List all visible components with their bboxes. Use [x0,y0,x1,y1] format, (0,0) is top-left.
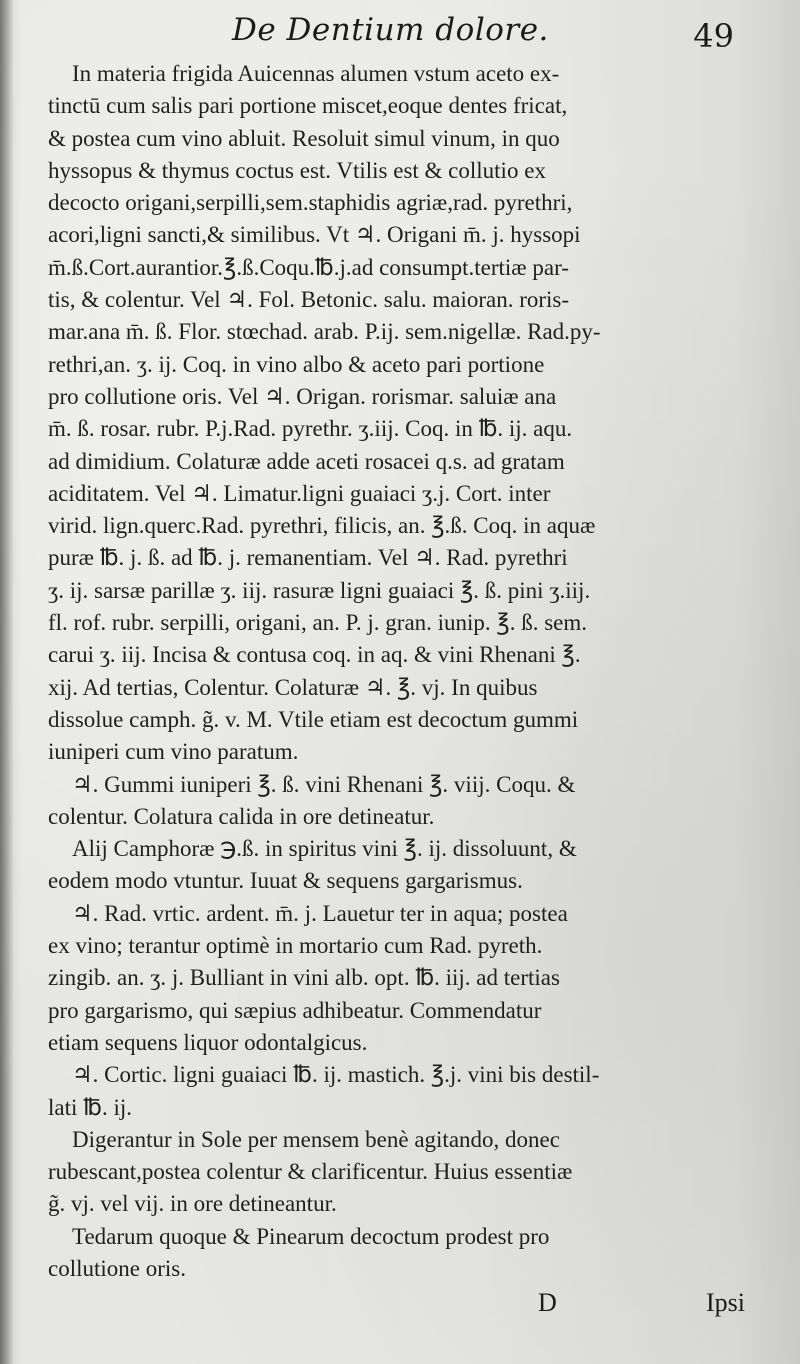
text-line-16: puræ ℔. j. ß. ad ℔. j. remanentiam. Vel ♃. Rad. pyrethri [48,545,568,571]
text-line-10: rethri,an. ʒ. ij. Coq. in vino albo & aceto pari portione [48,351,545,377]
signature-mark: D [538,1288,557,1317]
text-line-25: Alij Camphoræ ℈.ß. in spiritus vini ℥. ij. dissoluunt, & [72,836,577,862]
text-line-14: aciditatem. Vel ♃. Limatur.ligni guaiaci ʒ.j. Cort. inter [48,480,551,506]
text-line-2: tinctū cum salis pari portione miscet,eoque dentes fricat, [48,93,568,119]
text-line-11: pro collutione oris. Vel ♃. Origan. rorismar. saluiæ ana [48,383,557,409]
text-line-20: xij. Ad tertias, Colentur. Colaturæ ♃. ℥. vj. In quibus [48,674,538,700]
text-line-28: ex vino; terantur optimè in mortario cum Rad. pyreth. [48,933,543,959]
text-line-31: etiam sequens liquor odontalgicus. [48,1029,368,1055]
text-line-1: In materia frigida Auicennas alumen vstum aceto ex- [72,61,560,86]
text-line-23: ♃. Gummi iuniperi ℥. ß. vini Rhenani ℥. viij. Coqu. & [72,771,576,797]
text-line-26: eodem modo vtuntur. Iuuat & sequens gargarismus. [48,868,523,894]
catchword: Ipsi [706,1288,745,1317]
text-line-13: ad dimidium. Colaturæ adde aceti rosacei q.s. ad gratam [48,448,565,474]
text-block [48,58,748,1285]
text-line-37: Tedarum quoque & Pinearum decoctum prodest pro [72,1223,550,1249]
text-line-36: g̃. vj. vel vij. in ore detineantur. [48,1191,337,1217]
text-line-17: ʒ. ij. sarsæ parillæ ʒ. iij. rasuræ ligni guaiaci ℥. ß. pini ʒ.iij. [48,577,591,603]
page-number: 49 [693,17,734,55]
text-line-6: acori,ligni sancti,& similibus. Vt ♃. Origani m̄. j. hyssopi [48,222,581,248]
text-line-5: decocto origani,serpilli,sem.staphidis agriæ,rad. pyrethri, [48,190,573,216]
text-line-32: ♃. Cortic. ligni guaiaci ℔. ij. mastich. ℥.j. vini bis destil- [72,1062,600,1088]
text-line-24: colentur. Colatura calida in ore detineatur. [48,803,435,829]
page-footer [0,1288,800,1328]
running-head: De Dentium dolore. [232,12,549,48]
text-line-30: pro gargarismo, qui sæpius adhibeatur. Commendatur [48,997,542,1023]
text-line-27: ♃. Rad. vrtic. ardent. m̄. j. Lauetur ter in aqua; postea [72,900,568,926]
text-line-7: m̄.ß.Cort.aurantior.℥.ß.Coqu.℔.j.ad consumpt.tertiæ par- [48,254,569,280]
text-line-35: rubescant,postea colentur & clarificentur. Huius essentiæ [48,1159,573,1185]
text-line-9: mar.ana m̄. ß. Flor. stœchad. arab. P.ij. sem.nigellæ. Rad.py- [48,319,601,345]
text-line-21: dissolue camph. g̃. v. M. Vtile etiam est decoctum gummi [48,706,579,732]
text-line-33: lati ℔. ij. [48,1094,132,1120]
text-line-29: zingib. an. ʒ. j. Bulliant in vini alb. opt. ℔. iij. ad tertias [48,965,560,991]
text-line-34: Digerantur in Sole per mensem benè agitando, donec [72,1126,560,1152]
text-line-22: iuniperi cum vino paratum. [48,739,299,765]
text-line-3: & postea cum vino abluit. Resoluit simul vinum, in quo [48,125,560,151]
text-line-19: carui ʒ. iij. Incisa & contusa coq. in aq. & vini Rhenani ℥. [48,642,581,668]
text-line-8: tis, & colentur. Vel ♃. Fol. Betonic. salu. maioran. roris- [48,287,570,313]
text-line-38: collutione oris. [48,1255,186,1281]
text-line-18: fl. rof. rubr. serpilli, origani, an. P. j. gran. iunip. ℥. ß. sem. [48,610,588,636]
text-line-12: m̄. ß. rosar. rubr. P.j.Rad. pyrethr. ʒ.iij. Coq. in ℔. ij. aqu. [48,416,573,442]
text-line-15: virid. lign.querc.Rad. pyrethri, filicis, an. ℥.ß. Coq. in aquæ [48,513,596,539]
text-line-4: hyssopus & thymus coctus est. Vtilis est & collutio ex [48,157,546,183]
